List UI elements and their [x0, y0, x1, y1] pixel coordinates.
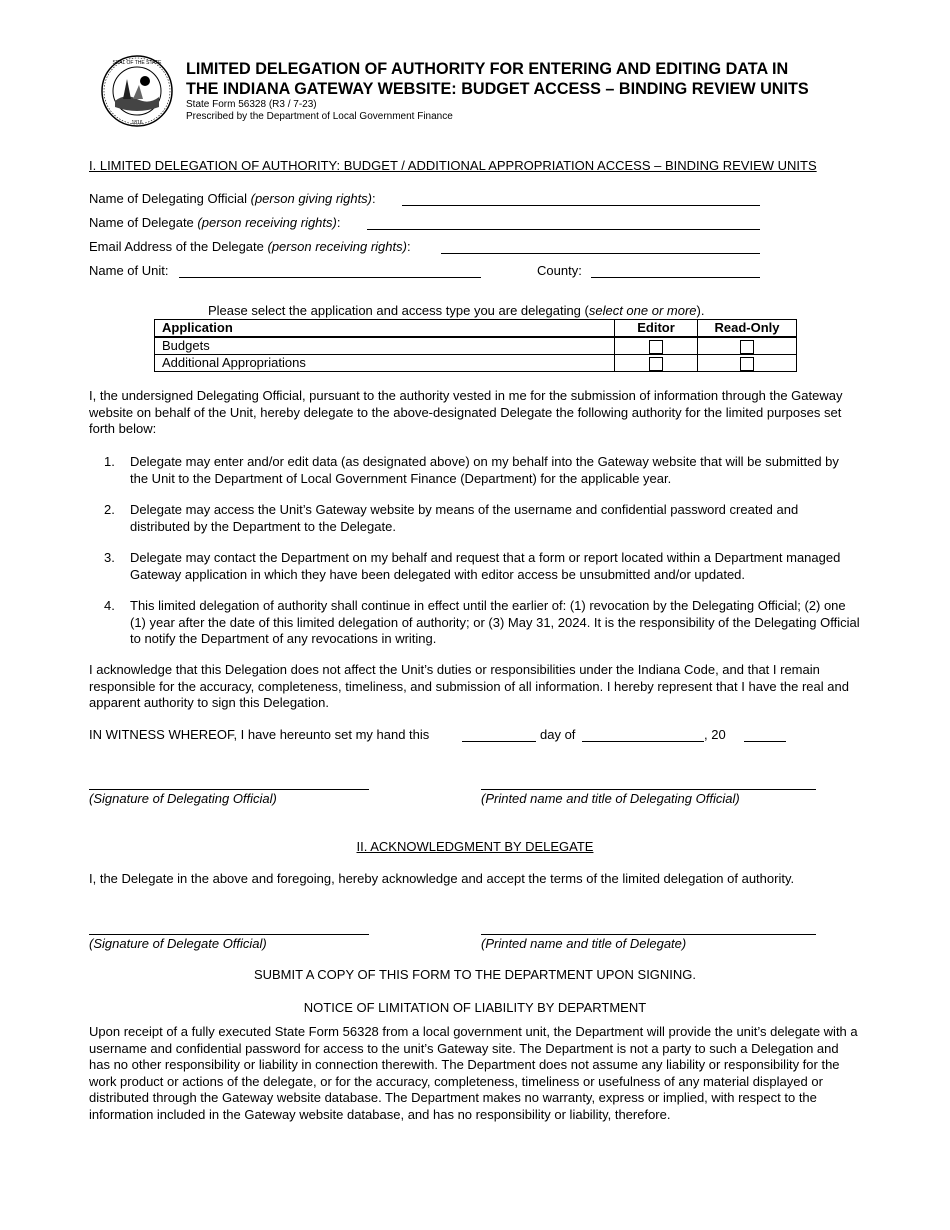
item-1-text: Delegate may enter and/or edit data (as designated above) on my behalf into the Gateway website that will be submitted by the Unit to the Department of Local Government Finance (Department) for the applicable year.	[130, 454, 839, 486]
item-2-number: 2.	[104, 502, 115, 517]
svg-text:1816: 1816	[131, 120, 143, 126]
email-label: Email Address of the Delegate (person receiving rights):	[89, 239, 411, 254]
liability-notice-text: Upon receipt of a fully executed State Form 56328 from a local government unit, the Department will provide the unit’s delegate with a username and confidential password for access to the unit’s Gateway site. The Department is not a party to such a Delegation and has no other responsibility or liability in connection therewith. The Department does not assume any liability or responsibility for the work product or actions of the delegate, or for the accuracy, completeness, timeliness or usefulness of any material displayed or distributed through the Gateway website database. The Department makes no warranty, express or implied, with respect to the information included in the Gateway website database, and has no responsibility or liability, therefore.	[89, 1024, 858, 1122]
section2-heading: II. ACKNOWLEDGMENT BY DELEGATE	[356, 839, 594, 854]
header-application: Application	[155, 320, 615, 338]
witness-day-of: day of	[540, 727, 576, 742]
witness-day-field[interactable]	[462, 741, 536, 742]
row-additional-appropriations-label: Additional Appropriations	[155, 355, 615, 372]
budgets-editor-checkbox[interactable]	[649, 340, 663, 354]
signature-official-caption: (Signature of Delegating Official)	[89, 791, 277, 806]
printed-delegate-line[interactable]	[481, 934, 816, 935]
budgets-readonly-cell	[698, 337, 797, 355]
acknowledge-paragraph: I acknowledge that this Delegation does not affect the Unit’s duties or responsibilities under the Indiana Code, and that I remain responsible for the accuracy, completeness, timeliness, and submission of all information. I hereby represent that I have the real and apparent authority to sign this Delegation.	[89, 662, 849, 710]
state-seal-logo	[101, 55, 173, 127]
intro-paragraph: I, the undersigned Delegating Official, pursuant to the authority vested in me for the submission of information through the Gateway website on behalf of the Unit, hereby delegate to the above-designated Delegate the following authority for the limited purposes set forth below:	[89, 388, 843, 436]
submit-notice: SUBMIT A COPY OF THIS FORM TO THE DEPARTMENT UPON SIGNING.	[253, 967, 697, 982]
witness-year-label: , 20	[704, 727, 726, 742]
table-header-row	[155, 320, 797, 338]
signature-official-line[interactable]	[89, 789, 369, 790]
item-3-text: Delegate may contact the Department on my behalf and request that a form or report located within a Department managed Gateway application in which they have been delegated with editor access be unsubmitted and/or updated.	[130, 550, 841, 582]
header-read-only: Read-Only	[698, 320, 797, 338]
witness-month-field[interactable]	[582, 741, 704, 742]
form-title-line2: THE INDIANA GATEWAY WEBSITE: BUDGET ACCESS – BINDING REVIEW UNITS	[186, 80, 809, 98]
application-table	[154, 319, 797, 372]
delegating-official-field[interactable]	[402, 205, 760, 206]
item-3-number: 3.	[104, 550, 115, 565]
signature-delegate-caption: (Signature of Delegate Official)	[89, 936, 267, 951]
svg-text:SEAL OF THE STATE: SEAL OF THE STATE	[112, 60, 162, 66]
printed-official-caption: (Printed name and title of Delegating Official)	[481, 791, 740, 806]
liability-notice-heading: NOTICE OF LIMITATION OF LIABILITY BY DEPARTMENT	[303, 1000, 647, 1015]
prescribed-by: Prescribed by the Department of Local Government Finance	[186, 111, 453, 122]
witness-text: IN WITNESS WHEREOF, I have hereunto set my hand this	[89, 727, 430, 742]
section2-text: I, the Delegate in the above and foregoing, hereby acknowledge and accept the terms of the limited delegation of authority.	[89, 871, 795, 886]
form-number: State Form 56328 (R3 / 7-23)	[186, 99, 317, 110]
county-label: County:	[537, 263, 582, 278]
county-field[interactable]	[591, 277, 760, 278]
appropriations-editor-cell	[615, 355, 698, 372]
delegating-official-label: Name of Delegating Official (person giving rights):	[89, 191, 376, 206]
row-budgets-label: Budgets	[155, 337, 615, 355]
appropriations-read-only-checkbox[interactable]	[740, 357, 754, 371]
header-editor: Editor	[615, 320, 698, 338]
item-4-text: This limited delegation of authority shall continue in effect until the earlier of: (1) revocation by the Delegating Official; (2) one (1) year after the date of this limited delegation of authority; or (3) May 31, 2024. It is the responsibility of the Delegating Official to notify the Department of any revocations in writing.	[130, 598, 860, 646]
budgets-read-only-checkbox[interactable]	[740, 340, 754, 354]
budgets-editor-cell	[615, 337, 698, 355]
section1-heading: I. LIMITED DELEGATION OF AUTHORITY: BUDGET / ADDITIONAL APPROPRIATION ACCESS – BINDING REVIEW UNITS	[89, 158, 817, 173]
email-field[interactable]	[441, 253, 760, 254]
form-title-line1: LIMITED DELEGATION OF AUTHORITY FOR ENTERING AND EDITING DATA IN	[186, 60, 789, 78]
item-4-number: 4.	[104, 598, 115, 613]
unit-field[interactable]	[179, 277, 481, 278]
unit-label: Name of Unit:	[89, 263, 169, 278]
printed-delegate-caption: (Printed name and title of Delegate)	[481, 936, 687, 951]
table-row	[155, 337, 797, 355]
table-row	[155, 355, 797, 372]
printed-official-line[interactable]	[481, 789, 816, 790]
section2-heading-wrap	[0, 839, 950, 854]
delegate-field[interactable]	[367, 229, 760, 230]
item-1-number: 1.	[104, 454, 115, 469]
witness-year-field[interactable]	[744, 741, 786, 742]
signature-delegate-line[interactable]	[89, 934, 369, 935]
select-prompt: Please select the application and access type you are delegating (select one or more).	[208, 303, 705, 318]
delegate-label: Name of Delegate (person receiving rights):	[89, 215, 341, 230]
appropriations-readonly-cell	[698, 355, 797, 372]
item-2-text: Delegate may access the Unit’s Gateway website by means of the username and confidential password created and distributed by the Department to the Delegate.	[130, 502, 799, 534]
appropriations-editor-checkbox[interactable]	[649, 357, 663, 371]
form-title	[186, 59, 809, 99]
